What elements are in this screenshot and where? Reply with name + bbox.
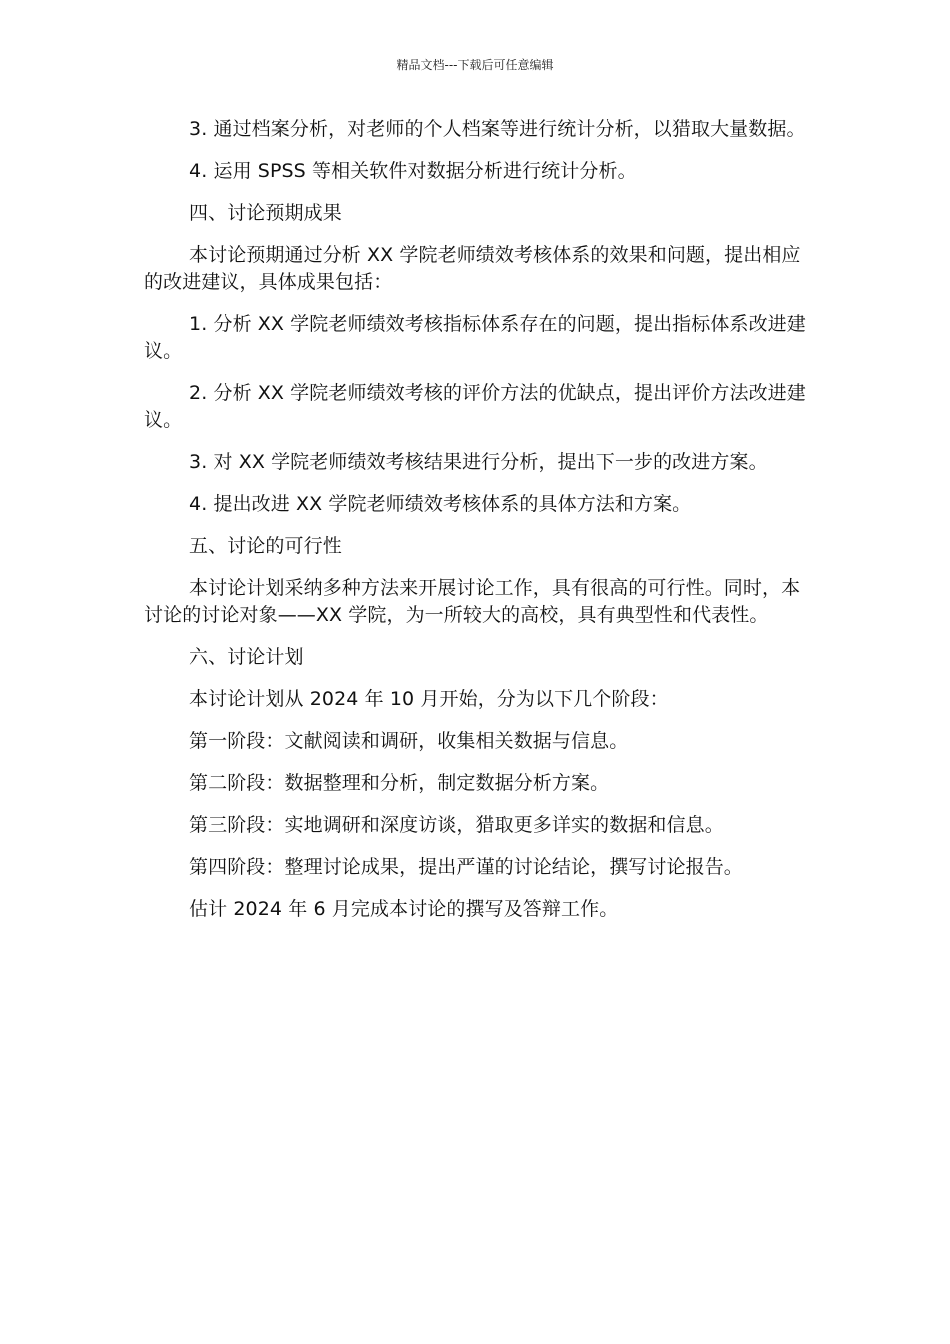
paragraph-feasibility: 本讨论计划采纳多种方法来开展讨论工作，具有很高的可行性。同时，本讨论的讨论对象——XX 学院，为一所较大的高校，具有典型性和代表性。: [144, 577, 801, 626]
paragraph-result-4: 4. 提出改进 XX 学院老师绩效考核体系的具体方法和方案。: [189, 493, 692, 515]
paragraph-result-3: 3. 对 XX 学院老师绩效考核结果进行分析，提出下一步的改进方案。: [189, 451, 768, 473]
paragraph-stage-4: 第四阶段：整理讨论成果，提出严谨的讨论结论，撰写讨论报告。: [189, 856, 743, 878]
page-header: 精品文档---下载后可任意编辑: [396, 58, 554, 72]
paragraph-stage-3: 第三阶段：实地调研和深度访谈，猎取更多详实的数据和信息。: [189, 814, 724, 836]
paragraph-stage-1: 第一阶段：文献阅读和调研，收集相关数据与信息。: [189, 730, 629, 752]
section-heading-feasibility: 五、讨论的可行性: [189, 535, 342, 557]
section-heading-expected-results: 四、讨论预期成果: [189, 202, 342, 224]
paragraph-result-1: 1. 分析 XX 学院老师绩效考核指标体系存在的问题，提出指标体系改进建议。: [144, 313, 806, 362]
document-body: [144, 116, 808, 938]
section-heading-plan: 六、讨论计划: [189, 646, 304, 668]
paragraph-plan-intro: 本讨论计划从 2024 年 10 月开始，分为以下几个阶段：: [189, 688, 669, 710]
paragraph-results-intro: 本讨论预期通过分析 XX 学院老师绩效考核体系的效果和问题，提出相应的改进建议，具体成果包括：: [144, 244, 801, 293]
paragraph-stage-2: 第二阶段：数据整理和分析，制定数据分析方案。: [189, 772, 610, 794]
paragraph-result-2: 2. 分析 XX 学院老师绩效考核的评价方法的优缺点，提出评价方法改进建议。: [144, 382, 806, 431]
paragraph-method-4: 4. 运用 SPSS 等相关软件对数据分析进行统计分析。: [189, 160, 637, 182]
paragraph-completion: 估计 2024 年 6 月完成本讨论的撰写及答辩工作。: [189, 898, 619, 920]
paragraph-method-3: 3. 通过档案分析，对老师的个人档案等进行统计分析，以猎取大量数据。: [189, 118, 806, 140]
